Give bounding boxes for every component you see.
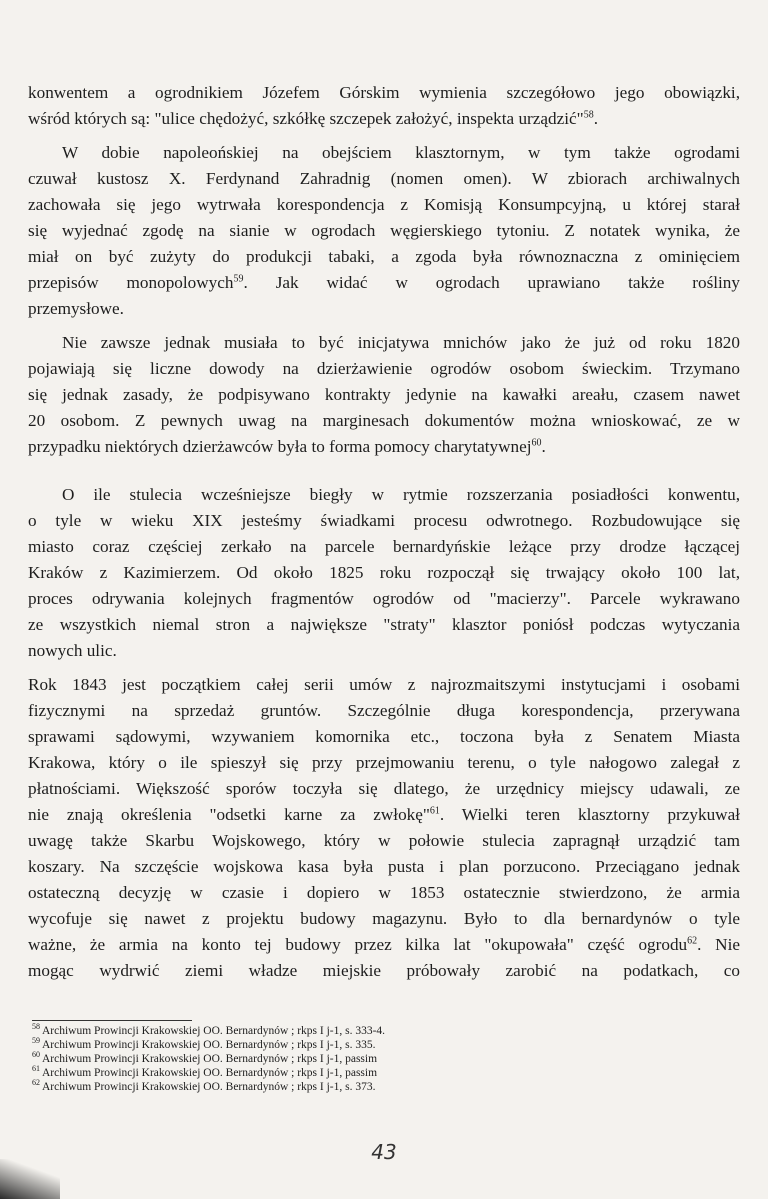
page-number: 43 (371, 1140, 397, 1164)
footnote-number: 58 (32, 1022, 40, 1032)
text-line: koszary. Na szczęście wojskowa kasa była pusta i plan porzucono. Przeciągano jednak (28, 857, 740, 876)
text-line: W dobie napoleońskiej na obejściem klasztornym, w tym także ogrodami (62, 143, 740, 162)
text-line: proces odrywania kolejnych fragmentów ogrodów od "macierzy". Parcele wykrawano (28, 589, 740, 608)
text-line: nowych ulic. (28, 641, 117, 660)
text-line: wycofuje się nawet z projektu budowy magazynu. Było to dla bernardynów o tyle (28, 909, 740, 928)
text-line: konwentem a ogrodnikiem Józefem Górskim wymienia szczegółowo jego obowiązki, (28, 83, 740, 102)
paragraph (28, 80, 740, 132)
paragraph-gap (28, 664, 740, 672)
text-line: czuwał kustosz X. Ferdynand Zahradnig (nomen omen). W zbiorach archiwalnych (28, 169, 740, 188)
text-line: Krakowa, który o ile spieszył się przy przejmowaniu terenu, o tyle nałogowo zalegał z (28, 753, 740, 772)
text-line: uwagę także Skarbu Wojskowego, który w połowie stulecia zapragnął urządzić tam (28, 831, 740, 850)
text-line: O ile stulecia wcześniejsze biegły w rytmie rozszerzania posiadłości konwentu, (62, 485, 740, 504)
footnote-number: 62 (32, 1078, 40, 1088)
text-line: Kraków z Kazimierzem. Od około 1825 roku rozpoczął się trwający około 100 lat, (28, 563, 740, 582)
text-line: sprawami sądowymi, wzywaniem komornika etc., toczona była z Senatem Miasta (28, 727, 740, 746)
footnote-ref: 62 (687, 935, 698, 947)
footnote-ref: 60 (531, 437, 542, 449)
text-line: się wyjednać zgodę na sianie w ogrodach węgierskiego tytoniu. Z notatek wynika, że (28, 221, 740, 240)
text-line: o tyle w wieku XIX jesteśmy świadkami procesu odwrotnego. Rozbudowujące się (28, 511, 740, 530)
footnote (32, 1066, 552, 1080)
text-line: się jednak zasady, że podpisywano kontrakty jedynie na kawałki areału, czasem nawet (28, 385, 740, 404)
footnote-ref: 61 (429, 805, 440, 817)
footnote (32, 1052, 552, 1066)
text-line: 20 osobom. Z pewnych uwag na marginesach dokumentów można wnioskować, ze w (28, 411, 740, 430)
footnote (32, 1080, 552, 1094)
text-line: przepisów monopolowych$^{59}$. Jak widać w ogrodach uprawiano także rośliny (28, 273, 740, 292)
page-body (28, 80, 740, 984)
text-line: miał on być zużyty do produkcji tabaki, a zgoda była równoznaczna z ominięciem (28, 247, 740, 266)
text-line: ostateczną decyzję w czasie i dopiero w 1853 ostatecznie stwierdzono, że armia (28, 883, 740, 902)
text-line: płatnościami. Większość sporów toczyła się dlatego, że urzędnicy miejscy udawali, ze (28, 779, 740, 798)
paragraph (28, 140, 740, 322)
text-line: ze wszystkich niemal stron a największe "straty" klasztor poniósł podczas wytyczania (28, 615, 740, 634)
text-line: fizycznymi na sprzedaż gruntów. Szczególnie długa korespondencja, przerywana (28, 701, 740, 720)
footnote-text: Archiwum Prowincji Krakowskiej OO. Bernardynów ; rkps I j-1, s. 335. (42, 1039, 376, 1051)
footnotes (32, 1024, 552, 1094)
footnote-ref: 58 (583, 109, 594, 121)
footnote-text: Archiwum Prowincji Krakowskiej OO. Bernardynów ; rkps I j-1, s. 373. (42, 1081, 376, 1093)
footnote-text: Archiwum Prowincji Krakowskiej OO. Bernardynów ; rkps I j-1, passim (42, 1067, 378, 1079)
footnote (32, 1038, 552, 1052)
text-line: przemysłowe. (28, 299, 124, 318)
paragraph-gap (28, 460, 740, 482)
footnote (32, 1024, 552, 1038)
paragraph (28, 330, 740, 460)
scan-shadow (0, 1159, 60, 1199)
text-line: Rok 1843 jest początkiem całej serii umów z najrozmaitszymi instytucjami i osobami (28, 675, 740, 694)
paragraph-gap (28, 132, 740, 140)
text-line: zachowała się jego wytrwała korespondencja z Komisją Konsumpcyjną, u której starał (28, 195, 740, 214)
text-line: ważne, że armia na konto tej budowy przez kilka lat "okupowała" część ogrodu$^{62}$. Nie (28, 935, 740, 954)
paragraph-gap (28, 322, 740, 330)
text-line: wśród których są: "ulice chędożyć, szkółkę szczepek założyć, inspekta urządzić"$^{58}$. (28, 109, 598, 128)
footnote-text: Archiwum Prowincji Krakowskiej OO. Bernardynów ; rkps I j-1, passim (42, 1053, 378, 1065)
paragraph (28, 482, 740, 664)
footnote-ref: 59 (233, 273, 244, 285)
text-line: mogąc wydrwić ziemi władze miejskie próbowały zarobić na podatkach, co (28, 961, 740, 980)
text-line: przypadku niektórych dzierżawców była to forma pomocy charytatywnej$^{60}$. (28, 437, 546, 456)
footnote-number: 59 (32, 1036, 40, 1046)
footnote-divider (32, 1020, 192, 1021)
footnote-text: Archiwum Prowincji Krakowskiej OO. Bernardynów ; rkps I j-1, s. 333-4. (42, 1025, 386, 1037)
footnote-number: 61 (32, 1064, 40, 1074)
footnote-number: 60 (32, 1050, 40, 1060)
text-line: Nie zawsze jednak musiała to być inicjatywa mnichów jako że już od roku 1820 (62, 333, 740, 352)
paragraph (28, 672, 740, 984)
text-line: nie znają określenia "odsetki karne za zwłokę"$^{61}$. Wielki teren klasztorny przykuwał (28, 805, 741, 824)
text-line: miasto coraz częściej zerkało na parcele bernardyńskie leżące przy drodze łączącej (28, 537, 740, 556)
text-line: pojawiają się liczne dowody na dzierżawienie ogrodów osobom świeckim. Trzymano (28, 359, 740, 378)
